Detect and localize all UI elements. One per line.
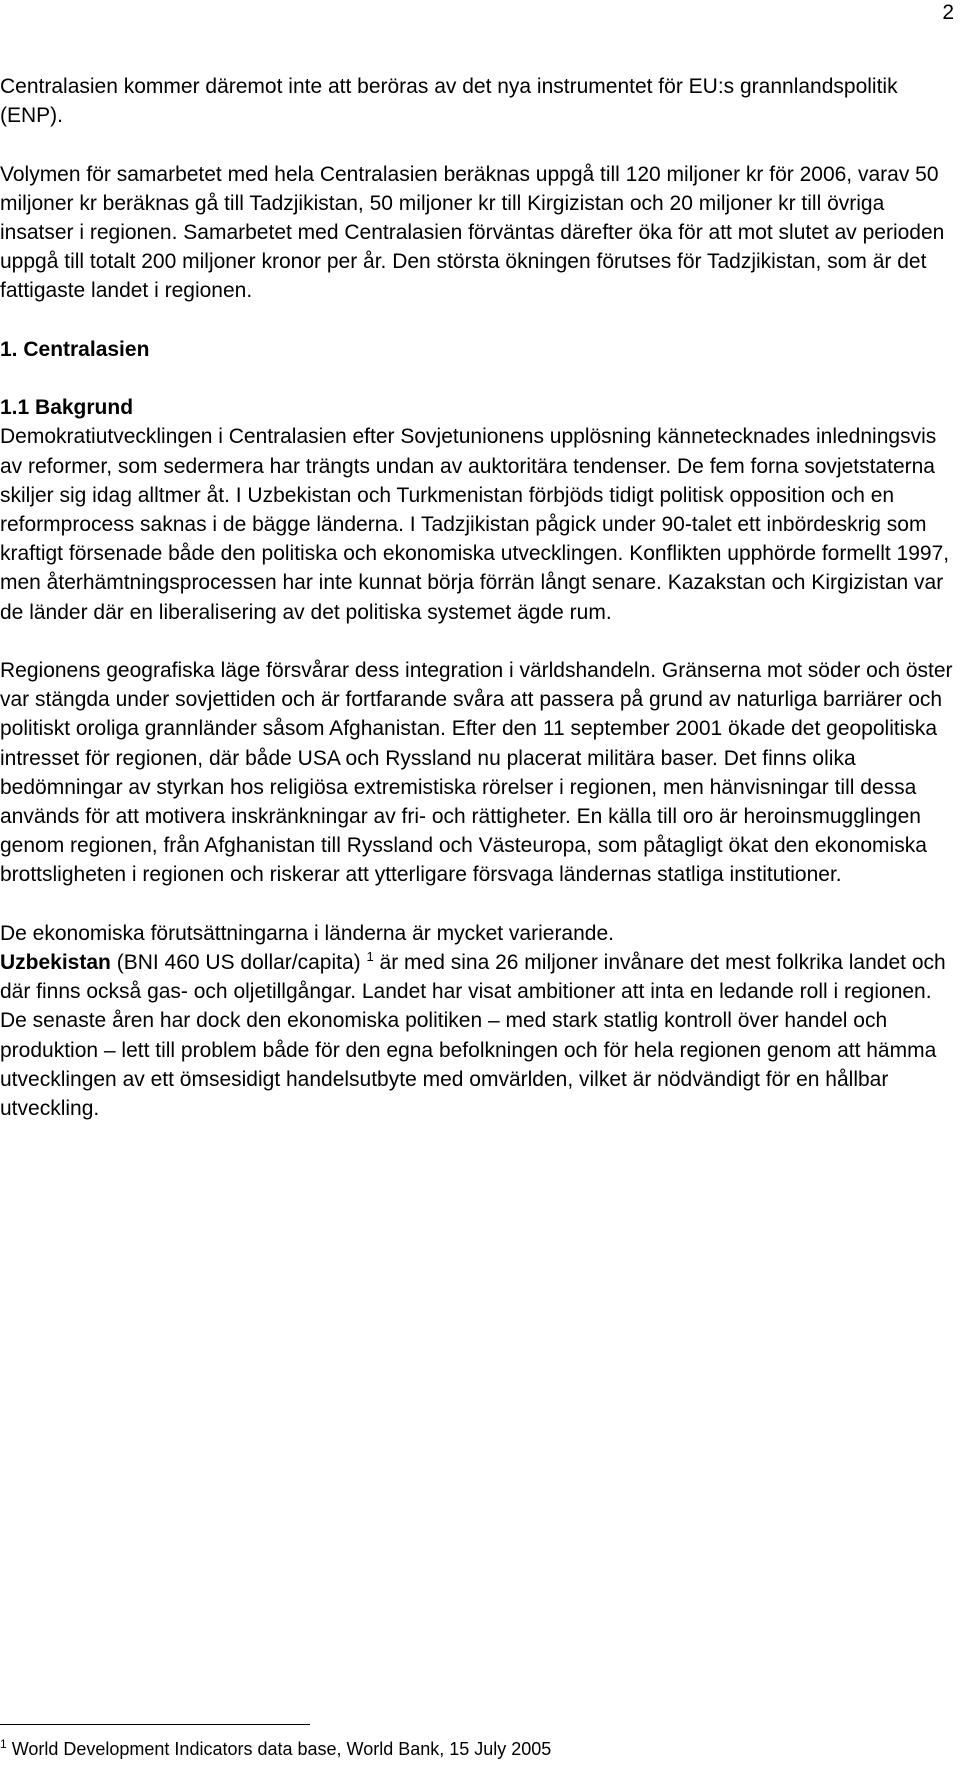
document-body — [0, 72, 955, 1152]
footnote-text: World Development Indicators data base, World Bank, 15 July 2005 — [6, 1739, 552, 1759]
paragraph-geography: Regionens geografiska läge försvårar dess integration i världshandeln. Gränserna mot söder och öster var stängda under sovjettiden och är fortfarande svåra att passera på grund av naturliga barriärer och politiskt oroliga grannländer såsom Afghanistan. Efter den 11 september 2001 ökade det geopolitiska intresset för regionen, där både USA och Ryssland nu placerat militära baser. Det finns olika bedömningar av styrkan hos religiösa extremistiska rörelser i regionen, men hänvisningar till dessa används för att motivera inskränkningar av fri- och rättigheter. En källa till oro är heroinsmugglingen genom regionen, från Afghanistan till Ryssland och Västeuropa, som påtagligt ökat den ekonomiska brottsligheten i regionen och riskerar att ytterligare försvaga ländernas statliga institutioner. — [0, 659, 953, 887]
footnote — [0, 1737, 551, 1761]
gni-value: (BNI 460 US dollar/capita) — [110, 951, 367, 975]
paragraph-economy — [0, 919, 955, 1123]
paragraph-volume: Volymen för samarbetet med hela Centralasien beräknas uppgå till 120 miljoner kr för 2006, varav 50 miljoner kr beräknas gå till Tadzjikistan, 50 miljoner kr till Kirgizistan och 20 miljoner kr till övriga insatser i regionen. Samarbetet med Centralasien förväntas därefter öka för att mot slutet av perioden uppgå till totalt 200 miljoner kronor per år. Den största ökningen förutses för Tadzjikistan, som är det fattigaste landet i regionen. — [0, 162, 945, 303]
economy-intro: De ekonomiska förutsättningarna i länderna är mycket varierande. — [0, 921, 614, 945]
paragraph-enp: Centralasien kommer däremot inte att beröras av det nya instrumentet för EU:s grannlandspolitik (ENP). — [0, 75, 898, 128]
economy-rest: är med sina 26 miljoner invånare det mest folkrika landet och där finns också gas- och oljetillgångar. Landet har visat ambitioner att inta en ledande roll i regionen. De senaste åren har dock den ekonomiska politiken – med stark statlig kontroll över handel och produktion – lett till problem både för den egna befolkningen och för hela regionen genom att hämma utvecklingen av ett ömsesidigt handelsutbyte med omvärlden, vilket är nödvändigt för en hållbar utveckling. — [0, 951, 946, 1121]
subsection-heading: 1.1 Bakgrund — [0, 396, 134, 420]
footnote-divider — [0, 1724, 310, 1725]
page-number: 2 — [942, 1, 954, 24]
footnote-marker: 1 — [0, 1737, 7, 1751]
footnote-reference[interactable]: 1 — [366, 949, 374, 965]
country-uzbekistan: Uzbekistan — [0, 951, 111, 975]
paragraph-democracy: Demokratiutvecklingen i Centralasien efter Sovjetunionens upplösning kännetecknades inledningsvis av reformer, som sedermera har trängts undan av auktoritära tendenser. De fem forna sovjetstaterna skiljer sig idag alltmer åt. I Uzbekistan och Turkmenistan förbjöds tidigt politisk opposition och en reformprocess saknas i de bägge länderna. I Tadzjikistan pågick under 90-talet ett inbördeskrig som kraftigt försenade både den politiska och ekonomiska utvecklingen. Konflikten upphörde formellt 1997, men återhämtningsprocessen har inte kunnat börja förrän långt senare. Kazakstan och Kirgizistan var de länder där en liberalisering av det politiska systemet ägde rum. — [0, 425, 950, 624]
section-heading: 1. Centralasien — [0, 337, 150, 361]
